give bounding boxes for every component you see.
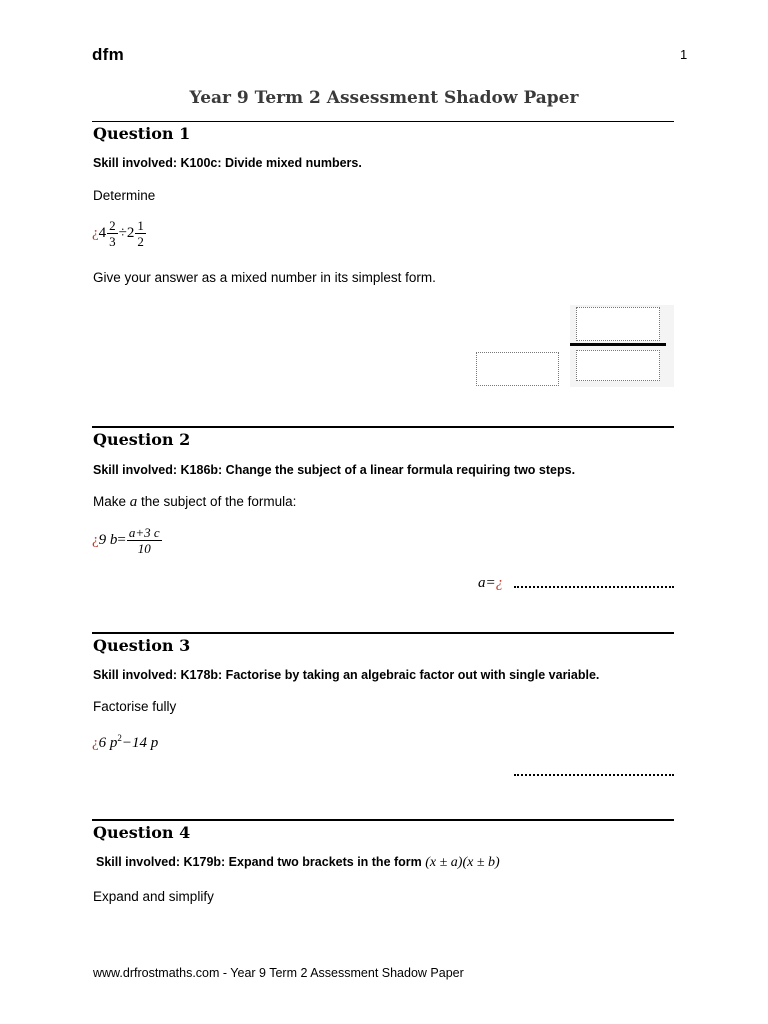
question-2-rule: [92, 426, 674, 428]
question-1-heading: Question 1: [93, 124, 191, 143]
question-4-instruction: Expand and simplify: [93, 889, 214, 904]
question-2-answer-label: a=¿: [478, 575, 504, 591]
question-2-heading: Question 2: [93, 430, 191, 449]
bracket-form: (x ± a)(x ± b): [425, 855, 500, 870]
question-4-heading: Question 4: [93, 823, 191, 842]
question-1-note: Give your answer as a mixed number in its simplest form.: [93, 270, 436, 285]
question-2-formula: ¿9 b= $\frac{a+3 c}{10}$: [92, 525, 160, 556]
page-footer: www.drfrostmaths.com - Year 9 Term 2 Assessment Shadow Paper: [93, 966, 464, 980]
fraction: $\frac{a+3 c}{10}$: [128, 525, 160, 556]
fraction: $\frac{2}{3}$: [109, 218, 116, 249]
question-1-skill: Skill involved: K100c: Divide mixed numbers.: [93, 156, 362, 170]
fraction-bar: [570, 343, 666, 346]
expr-prefix: ¿: [92, 531, 99, 548]
question-2-answer-line[interactable]: [514, 586, 674, 588]
paper-title: Year 9 Term 2 Assessment Shadow Paper: [189, 88, 579, 108]
whole-number: 2: [126, 224, 135, 241]
page-number: 1: [680, 47, 688, 62]
question-2-instruction: Make a the subject of the formula:: [93, 494, 297, 510]
question-4-skill: Skill involved: K179b: Expand two brackets in the form (x ± a)(x ± b): [96, 855, 500, 870]
question-3-heading: Question 3: [93, 636, 191, 655]
title-rule: [92, 121, 674, 122]
question-2-skill: Skill involved: K186b: Change the subject of a linear formula requiring two steps.: [93, 463, 576, 477]
question-3-instruction: Factorise fully: [93, 699, 177, 714]
divide-sign: ÷: [118, 224, 127, 241]
question-3-rule: [92, 632, 674, 634]
numerator-answer-box[interactable]: [576, 307, 660, 341]
question-3-expression: ¿6 $p^2-14$ p: [92, 733, 159, 751]
dfm-logo: dfm: [92, 45, 125, 64]
fraction: $\frac{1}{2}$: [137, 218, 144, 249]
question-4-rule: [92, 819, 674, 821]
question-1-instruction: Determine: [93, 188, 156, 203]
question-1-expression: [92, 219, 147, 248]
denominator-answer-box[interactable]: [576, 350, 660, 381]
question-3-skill: Skill involved: K178b: Factorise by taking an algebraic factor out with single variable.: [93, 668, 600, 682]
question-3-answer-line[interactable]: [514, 774, 674, 776]
expr-prefix: ¿: [92, 224, 99, 241]
whole-number: 4: [98, 224, 107, 241]
variable-a: a: [129, 494, 138, 510]
whole-number-answer-box[interactable]: [476, 352, 559, 386]
expr-prefix: ¿: [92, 735, 99, 751]
